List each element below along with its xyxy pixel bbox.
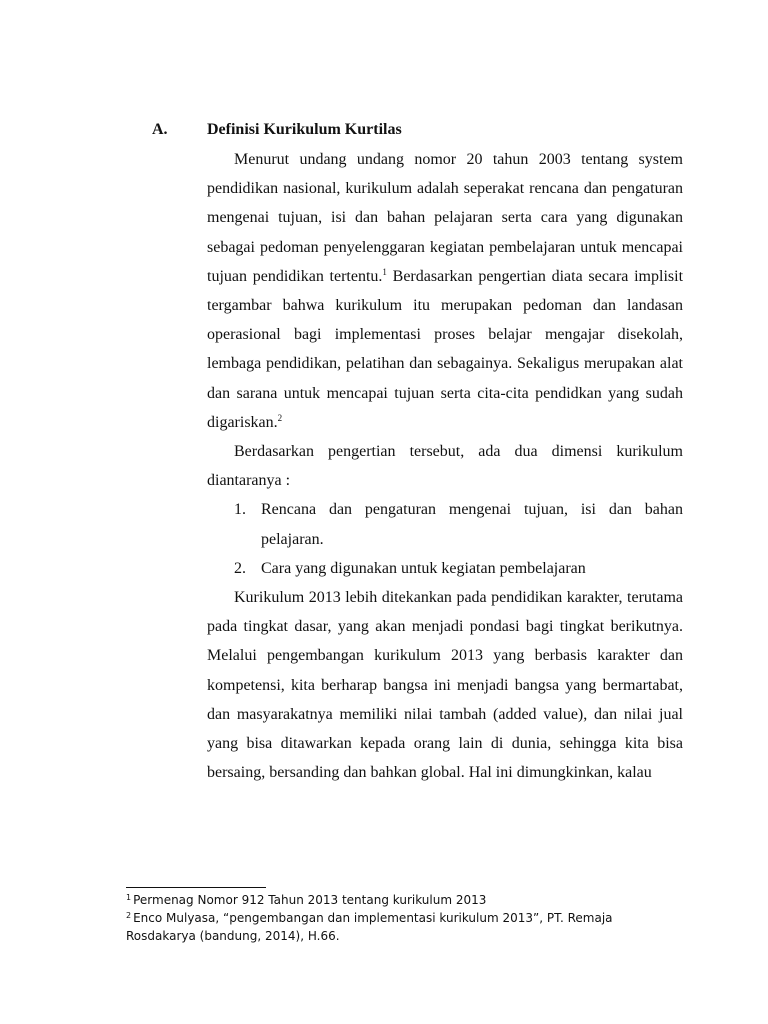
section-number: A. xyxy=(152,121,168,138)
list-item-text: Cara yang digunakan untuk kegiatan pembelajaran xyxy=(261,559,586,577)
footnote-text: Permenag Nomor 912 Tahun 2013 tentang kurikulum 2013 xyxy=(133,893,487,907)
footnote-ref-2[interactable]: 2 xyxy=(277,412,283,423)
list-item xyxy=(207,495,683,553)
list-marker: 1. xyxy=(234,501,246,519)
paragraph-implicit-text: Berdasarkan pengertian diata secara implisit tergambar bahwa kurikulum itu merupakan pedoman dan landasan operasional bagi implementasi proses belajar mengajar disekolah, lembaga pendidikan, pelatihan dan sebagainya. Sekaligus merupakan alat dan sarana untuk mencapai tujuan serta cita-cita pendidkan yang sudah digariskan. xyxy=(207,267,684,431)
body-text xyxy=(207,145,683,787)
footnotes xyxy=(126,891,646,945)
paragraph-dimensions: Berdasarkan pengertian tersebut, ada dua dimensi kurikulum diantaranya : xyxy=(207,443,683,490)
footnote-item xyxy=(126,909,646,945)
list-marker: 2. xyxy=(234,559,246,577)
paragraph-definition xyxy=(207,145,683,437)
list-item xyxy=(207,554,683,583)
section-title: Definisi Kurikulum Kurtilas xyxy=(207,121,402,138)
footnote-separator xyxy=(126,887,266,888)
paragraph-definition-text: Menurut undang undang nomor 20 tahun 2003 tentang system pendidikan nasional, kurikulum adalah seperakat rencana dan pengaturan mengenai tujuan, isi dan bahan pelajaran serta cara yang digunakan sebagai pedoman penyelenggaran kegiatan pembelajaran untuk mencapai tujuan pendidikan tertentu. xyxy=(207,151,683,285)
paragraph-curriculum-2013: Kurikulum 2013 lebih ditekankan pada pendidikan karakter, terutama pada tingkat dasar, yang akan menjadi pondasi bagi tingkat berikutnya. Melalui pengembangan kurikulum 2013 yang berbasis karakter dan kompetensi, kita berharap bangsa ini menjadi bangsa yang bermartabat, dan masyarakatnya memiliki nilai tambah (added value), dan nilai jual yang bisa ditawarkan kepada orang lain di dunia, sehingga kita bisa bersaing, bersanding dan bahkan global. Hal ini dimungkinkan, kalau xyxy=(207,589,683,782)
footnote-ref-1[interactable]: 1 xyxy=(382,266,387,277)
footnote-text: Enco Mulyasa, “pengembangan dan implementasi kurikulum 2013”, PT. Remaja Rosdakarya (bandung, 2014), H.66. xyxy=(126,911,613,943)
dimension-list xyxy=(207,495,683,583)
footnote-number: 1 xyxy=(126,893,132,902)
list-item-text: Rencana dan pengaturan mengenai tujuan, isi dan bahan pelajaran. xyxy=(261,501,683,548)
footnote-number: 2 xyxy=(126,911,132,920)
footnote-item xyxy=(126,891,646,909)
